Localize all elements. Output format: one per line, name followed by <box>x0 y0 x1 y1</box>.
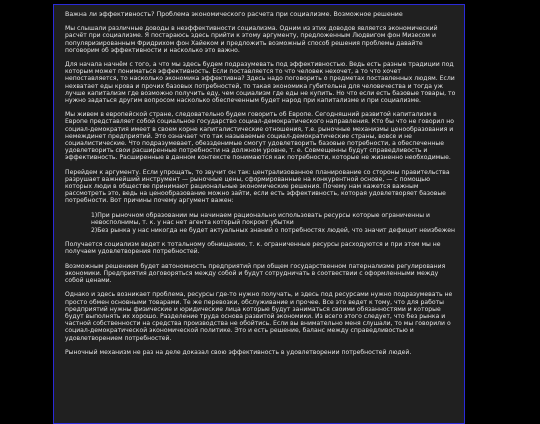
paragraph-6: Возможным решением будет автономность предприятий при общем государственном патернализме регулирования экономики. Предприятия договоряться между собой и будут сотрудничать в соотвествии с оформленными между собой ценами. <box>65 262 446 285</box>
paragraph-5: Получается социализм ведет к тотальному обнищанию, т. к. ограниченные ресурсы расходуются и при этом мы не получаем удовлетворения потребностей. <box>65 241 441 256</box>
reason-item-2: 2)Без рынка у нас никогда не будет актуальных знаний о потребностях людей, что значит дефицит неизбежен <box>91 227 455 235</box>
paragraph-2: Для начала начнём с того, а что мы здесь будем подразумевать под эффективностью. Ведь есть разные традиции под которым может пониматься эффективность. Если поставляется то что человек нехочет, а то что хочет непоставляется, то насколько экономика эффективна? Здесь надо поговорить о предметах поставленных людям. Если нехватает еды крова и прочих базовых потребностей, то такая экономика губительна для человечества и тогда уж лучше капитализм где возможно получить еду, чем социализм где еды не купить. Но что если есть базовые товары, то нужно задаться другим вопросом насколько обеспеченным будет народ при капитализме и при социализме. <box>65 61 456 105</box>
paragraph-1: Мы слышали различные доводы в неэффективности социализма. Одним из этих доводов является экономический расчёт при социализме. Я постараюсь здесь прийти к этому аргументу, предложенным Людвигом фон Мизесом и популяризированным Фридрихом фон Хайеком и предложить возможный способ решения проблемы давайте поговорим об эффективности и насколько это важно. <box>65 25 438 54</box>
paragraph-8: Рыночный механизм не раз на деле доказал свою эффективность в удовлетворении потребностей людей. <box>65 348 412 356</box>
paragraph-4: Перейдем к аргументу. Если упрощать, то звучит он так: централизованное планирование со стороны правительства разрушает важнейший инструмент — рыночные цены, сформированные на конкурентной основе, — с помощью которых люди в обществе принимают рациональные экономические решения. Почему нам кажется важным рассмотреть это, ведь на ценообразование можно зайти, если есть эффективность, которая удовлетворяет базовые потребности. Вот причины почему аргумент важен: <box>65 168 450 205</box>
reason-item-1: 1)При рыночном образовании мы начинаем рационально использовать ресурсы которые ограниченны и невосполнимы, т. к. у нас нет агента который покроет убытки <box>91 211 430 226</box>
article-frame <box>53 4 465 424</box>
paragraph-3: Мы живем в европейской стране, следовательно будем говорить об Европе. Сегодняшний развитой капитализм в Европе представляет собой социальное государство социал-демократического направления. Кто бы что не говорил но социал-демократия имеет в своем корне капиталистические отношения, т.е. рыночные механизмы ценообразования и немеждинет предприятий. Это означает что так называемые социал-демократические страны, вовсе и не социалистические. Что подразумевает, обеззденимые смогут удовлетворить базовые потребности, а обеспеченные удовлетворить свои расширенные потребности на должном уровне, т. е. Совмещенны будут справедливость и эффективность. Расширенные в данном контексте понимаются как потребности, которые не жизненно необходимые. <box>65 111 454 162</box>
article-title: Важна ли эффективность? Проблема экономического расчета при социализме. Возможное решение <box>65 11 403 18</box>
reasons-list <box>65 212 456 235</box>
paragraph-7: Однако и здесь возникает проблема, ресурсы где-то нужно получать, и здесь под ресурсами нужно подразумевать не просто обмен основными товарами. Те же перевозки, обслуживание и прочее. Все это ведет к тому, что для работы предприятий нужны физические и юридические лица которые будут заниматься своими обязанностями и которые будут выполнять их хорошо. Разделение труда основа развитой экономики. Из всего этого следует, что без рынка и частной собственности на средства производства не обойтись. Если вы внимательно меня слушали, то мы говорили о социал-демократической экономической политике. Это и есть решение, баланс между справедливостью и удовлетворением потребностей. <box>65 291 453 342</box>
